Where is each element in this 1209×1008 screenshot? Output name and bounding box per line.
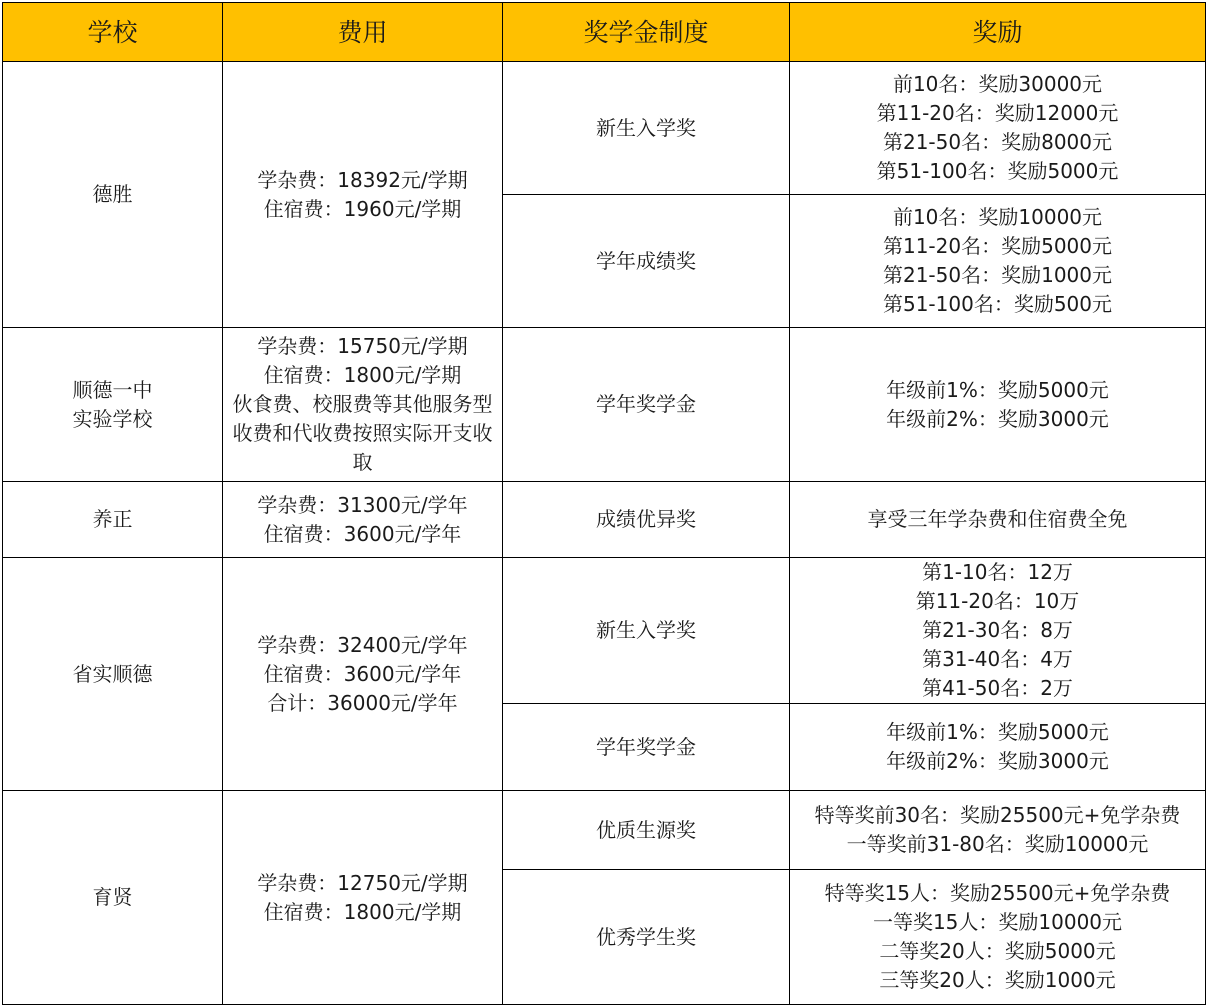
reward-line: 第51-100名：奖励500元 — [882, 292, 1112, 316]
reward-line: 第11-20名：奖励5000元 — [882, 234, 1112, 258]
reward-cell — [790, 870, 1206, 1005]
table-row — [3, 328, 1206, 482]
fees-cell — [223, 62, 503, 328]
fees-cell — [223, 791, 503, 1005]
fee-note: 伙食费、校服费等其他服务型收费和代收费按照实际开支收取 — [232, 392, 493, 474]
reward-line: 第21-50名：奖励8000元 — [882, 130, 1112, 154]
reward-line: 前10名：奖励10000元 — [892, 205, 1103, 229]
reward-line: 特等奖15人：奖励25500元+免学杂费 — [824, 881, 1171, 905]
table-row — [3, 558, 1206, 704]
reward-cell — [790, 704, 1206, 791]
fee-line: 住宿费：3600元/学年 — [263, 521, 462, 546]
reward-cell — [790, 482, 1206, 558]
reward-cell — [790, 328, 1206, 482]
reward-line: 第11-20名：10万 — [915, 589, 1080, 613]
fees-cell — [223, 328, 503, 482]
fee-line: 学杂费：31300元/学年 — [257, 492, 468, 517]
fee-total: 合计：36000元/学年 — [267, 690, 458, 715]
reward-line: 二等奖20人：奖励5000元 — [879, 939, 1116, 963]
reward-line: 年级前2%：奖励3000元 — [886, 406, 1109, 431]
fee-line: 学杂费：32400元/学年 — [257, 632, 468, 657]
scholarship-table — [2, 2, 1206, 1005]
award-name-cell: 新生入学奖 — [503, 558, 790, 704]
school-cell: 省实顺德 — [3, 558, 223, 791]
school-name-line: 顺德一中 — [72, 377, 153, 402]
school-cell — [3, 328, 223, 482]
header-scholarship-system: 奖学金制度 — [503, 3, 790, 62]
reward-cell — [790, 195, 1206, 328]
award-name-cell: 成绩优异奖 — [503, 482, 790, 558]
school-name-line: 实验学校 — [72, 406, 153, 431]
header-school: 学校 — [3, 3, 223, 62]
award-name-cell: 学年奖学金 — [503, 328, 790, 482]
reward-line: 三等奖20人：奖励1000元 — [879, 968, 1116, 992]
reward-line: 第41-50名：2万 — [922, 676, 1073, 700]
reward-line: 一等奖15人：奖励10000元 — [872, 910, 1123, 934]
fees-cell — [223, 558, 503, 791]
reward-cell — [790, 791, 1206, 870]
reward-line: 第31-40名：4万 — [922, 647, 1073, 671]
fee-line: 学杂费：18392元/学期 — [257, 167, 468, 192]
award-name-cell: 学年成绩奖 — [503, 195, 790, 328]
header-fees: 费用 — [223, 3, 503, 62]
reward-line: 年级前1%：奖励5000元 — [886, 720, 1109, 744]
header-reward: 奖励 — [790, 3, 1206, 62]
table-row — [3, 482, 1206, 558]
fee-line: 住宿费：1960元/学期 — [263, 196, 462, 221]
fee-line: 学杂费：12750元/学期 — [257, 870, 468, 895]
award-name-cell: 新生入学奖 — [503, 62, 790, 195]
table-row — [3, 62, 1206, 195]
header-row — [3, 3, 1206, 62]
reward-cell — [790, 558, 1206, 704]
award-name-cell: 优秀学生奖 — [503, 870, 790, 1005]
reward-line: 第1-10名：12万 — [922, 560, 1073, 584]
reward-line: 第51-100名：奖励5000元 — [876, 159, 1119, 183]
reward-cell — [790, 62, 1206, 195]
reward-line: 享受三年学杂费和住宿费全免 — [867, 507, 1128, 531]
school-cell: 养正 — [3, 482, 223, 558]
fees-cell — [223, 482, 503, 558]
reward-line: 前10名：奖励30000元 — [892, 72, 1103, 96]
reward-line: 特等奖前30名：奖励25500元+免学杂费 — [814, 803, 1181, 827]
reward-line: 第11-20名：奖励12000元 — [876, 101, 1119, 125]
reward-line: 年级前1%：奖励5000元 — [886, 377, 1109, 402]
reward-line: 一等奖前31-80名：奖励10000元 — [846, 832, 1149, 856]
fee-line: 住宿费：3600元/学年 — [263, 661, 462, 686]
school-cell: 育贤 — [3, 791, 223, 1005]
fee-line: 住宿费：1800元/学期 — [263, 363, 462, 387]
reward-line: 年级前2%：奖励3000元 — [886, 749, 1109, 773]
reward-line: 第21-30名：8万 — [922, 618, 1073, 642]
table-row — [3, 791, 1206, 870]
reward-line: 第21-50名：奖励1000元 — [882, 263, 1112, 287]
fee-line: 住宿费：1800元/学期 — [263, 899, 462, 924]
award-name-cell: 优质生源奖 — [503, 791, 790, 870]
fee-line: 学杂费：15750元/学期 — [257, 334, 468, 358]
school-cell: 德胜 — [3, 62, 223, 328]
award-name-cell: 学年奖学金 — [503, 704, 790, 791]
